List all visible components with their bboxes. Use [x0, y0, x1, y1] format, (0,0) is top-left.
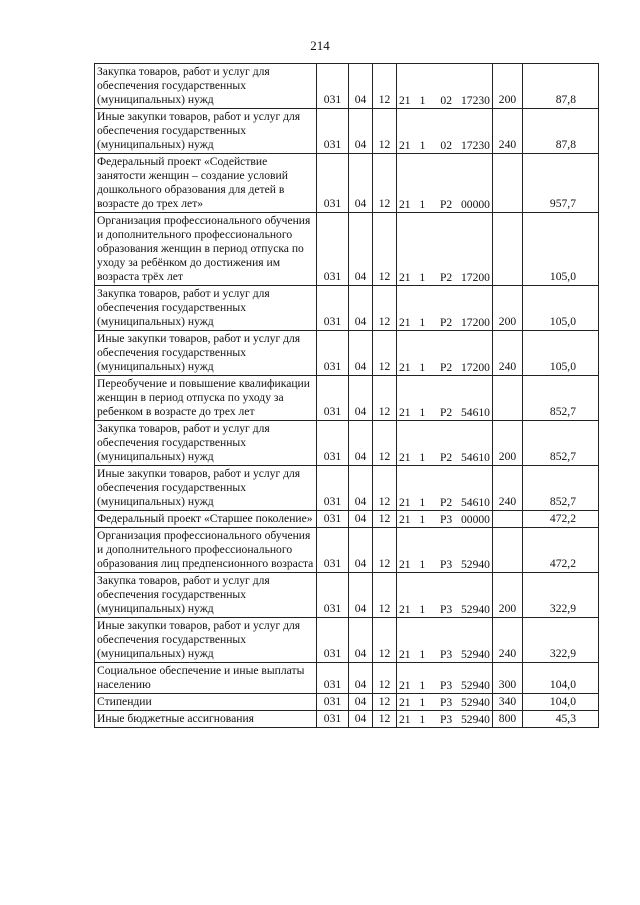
- program-code: 21: [399, 139, 411, 152]
- subprogram-code: 1: [419, 513, 426, 526]
- subsection-code: 12: [373, 663, 397, 694]
- subsection-code: 12: [373, 376, 397, 421]
- project-code: Р2: [439, 361, 453, 374]
- subprogram-code: 1: [419, 139, 426, 152]
- subsection-code: 12: [373, 573, 397, 618]
- target-article-code: [397, 213, 493, 286]
- project-code: Р3: [439, 513, 453, 526]
- section-code: 04: [349, 694, 373, 711]
- program-code: 21: [399, 271, 411, 284]
- direction-code: 17200: [460, 361, 490, 374]
- project-code: Р3: [439, 679, 453, 692]
- section-code: 04: [349, 466, 373, 511]
- subprogram-code: 1: [419, 679, 426, 692]
- program-code: 21: [399, 696, 411, 709]
- direction-code: 17230: [460, 94, 490, 107]
- admin-code: 031: [317, 573, 349, 618]
- item-name: Федеральный проект «Старшее поколение»: [95, 511, 317, 528]
- direction-code: 52940: [460, 679, 490, 692]
- direction-code: 52940: [460, 696, 490, 709]
- amount-value: 852,7: [523, 421, 599, 466]
- item-name: Организация профессионального обучения и дополнительного профессионального образования лиц предпенсионного возраста: [95, 528, 317, 573]
- project-code: Р2: [439, 406, 453, 419]
- program-code: 21: [399, 679, 411, 692]
- subprogram-code: 1: [419, 271, 426, 284]
- item-name: Иные закупки товаров, работ и услуг для обеспечения государственных (муниципальных) нужд: [95, 618, 317, 663]
- subprogram-code: 1: [419, 406, 426, 419]
- direction-code: 00000: [460, 198, 490, 211]
- subprogram-code: 1: [419, 648, 426, 661]
- admin-code: 031: [317, 694, 349, 711]
- expense-type-code: 240: [493, 109, 523, 154]
- section-code: 04: [349, 376, 373, 421]
- section-code: 04: [349, 711, 373, 728]
- project-code: Р2: [439, 198, 453, 211]
- program-code: 21: [399, 198, 411, 211]
- amount-value: 105,0: [523, 286, 599, 331]
- table-row: [95, 511, 599, 528]
- target-article-code: [397, 511, 493, 528]
- program-code: 21: [399, 316, 411, 329]
- item-name: Иные закупки товаров, работ и услуг для обеспечения государственных (муниципальных) нужд: [95, 109, 317, 154]
- item-name: Закупка товаров, работ и услуг для обеспечения государственных (муниципальных) нужд: [95, 64, 317, 109]
- subsection-code: 12: [373, 466, 397, 511]
- program-code: 21: [399, 361, 411, 374]
- subsection-code: 12: [373, 511, 397, 528]
- expense-type-code: [493, 154, 523, 213]
- section-code: 04: [349, 154, 373, 213]
- admin-code: 031: [317, 711, 349, 728]
- table-row: [95, 286, 599, 331]
- program-code: 21: [399, 603, 411, 616]
- section-code: 04: [349, 663, 373, 694]
- subprogram-code: 1: [419, 316, 426, 329]
- admin-code: 031: [317, 213, 349, 286]
- program-code: 21: [399, 648, 411, 661]
- target-article-code: [397, 711, 493, 728]
- subprogram-code: 1: [419, 361, 426, 374]
- project-code: 02: [440, 94, 452, 107]
- table-row: [95, 64, 599, 109]
- admin-code: 031: [317, 109, 349, 154]
- subprogram-code: 1: [419, 696, 426, 709]
- section-code: 04: [349, 421, 373, 466]
- table-row: [95, 109, 599, 154]
- amount-value: 104,0: [523, 694, 599, 711]
- amount-value: 105,0: [523, 331, 599, 376]
- expense-type-code: [493, 511, 523, 528]
- table-row: [95, 331, 599, 376]
- program-code: 21: [399, 558, 411, 571]
- section-code: 04: [349, 511, 373, 528]
- table-row: [95, 663, 599, 694]
- subsection-code: 12: [373, 64, 397, 109]
- table-body: [95, 64, 599, 728]
- subsection-code: 12: [373, 286, 397, 331]
- amount-value: 852,7: [523, 466, 599, 511]
- expense-type-code: [493, 376, 523, 421]
- page-number: 214: [310, 38, 330, 53]
- expense-type-code: 200: [493, 64, 523, 109]
- amount-value: 105,0: [523, 213, 599, 286]
- expense-type-code: 340: [493, 694, 523, 711]
- project-code: Р3: [439, 648, 453, 661]
- direction-code: 17200: [460, 271, 490, 284]
- direction-code: 00000: [460, 513, 490, 526]
- subsection-code: 12: [373, 331, 397, 376]
- admin-code: 031: [317, 421, 349, 466]
- admin-code: 031: [317, 64, 349, 109]
- direction-code: 52940: [460, 648, 490, 661]
- subprogram-code: 1: [419, 451, 426, 464]
- direction-code: 52940: [460, 603, 490, 616]
- direction-code: 52940: [460, 558, 490, 571]
- amount-value: 472,2: [523, 511, 599, 528]
- project-code: Р3: [439, 558, 453, 571]
- table-row: [95, 618, 599, 663]
- table-row: [95, 154, 599, 213]
- project-code: Р2: [439, 271, 453, 284]
- amount-value: 45,3: [523, 711, 599, 728]
- program-code: 21: [399, 451, 411, 464]
- direction-code: 54610: [460, 406, 490, 419]
- program-code: 21: [399, 94, 411, 107]
- target-article-code: [397, 466, 493, 511]
- project-code: Р2: [439, 451, 453, 464]
- target-article-code: [397, 64, 493, 109]
- subprogram-code: 1: [419, 713, 426, 726]
- program-code: 21: [399, 406, 411, 419]
- expense-type-code: 200: [493, 573, 523, 618]
- table-row: [95, 213, 599, 286]
- item-name: Социальное обеспечение и иные выплаты населению: [95, 663, 317, 694]
- table-row: [95, 694, 599, 711]
- target-article-code: [397, 528, 493, 573]
- item-name: Закупка товаров, работ и услуг для обеспечения государственных (муниципальных) нужд: [95, 286, 317, 331]
- direction-code: 54610: [460, 451, 490, 464]
- budget-table: [94, 63, 599, 728]
- section-code: 04: [349, 573, 373, 618]
- table-row: [95, 376, 599, 421]
- subsection-code: 12: [373, 528, 397, 573]
- section-code: 04: [349, 528, 373, 573]
- table-row: [95, 573, 599, 618]
- section-code: 04: [349, 213, 373, 286]
- subprogram-code: 1: [419, 603, 426, 616]
- target-article-code: [397, 286, 493, 331]
- direction-code: 17230: [460, 139, 490, 152]
- subprogram-code: 1: [419, 496, 426, 509]
- direction-code: 17200: [460, 316, 490, 329]
- item-name: Переобучение и повышение квалификации женщин в период отпуска по уходу за ребенком в возрасте до трех лет: [95, 376, 317, 421]
- target-article-code: [397, 376, 493, 421]
- expense-type-code: 240: [493, 466, 523, 511]
- target-article-code: [397, 663, 493, 694]
- expense-type-code: 800: [493, 711, 523, 728]
- target-article-code: [397, 109, 493, 154]
- item-name: Федеральный проект «Содействие занятости женщин – создание условий дошкольного образования для детей в возрасте до трех лет»: [95, 154, 317, 213]
- program-code: 21: [399, 513, 411, 526]
- item-name: Стипендии: [95, 694, 317, 711]
- admin-code: 031: [317, 331, 349, 376]
- program-code: 21: [399, 496, 411, 509]
- project-code: Р3: [439, 696, 453, 709]
- expense-type-code: 300: [493, 663, 523, 694]
- section-code: 04: [349, 331, 373, 376]
- amount-value: 104,0: [523, 663, 599, 694]
- amount-value: 852,7: [523, 376, 599, 421]
- amount-value: 957,7: [523, 154, 599, 213]
- admin-code: 031: [317, 511, 349, 528]
- admin-code: 031: [317, 376, 349, 421]
- expense-type-code: 240: [493, 618, 523, 663]
- target-article-code: [397, 331, 493, 376]
- subprogram-code: 1: [419, 558, 426, 571]
- amount-value: 87,8: [523, 109, 599, 154]
- admin-code: 031: [317, 154, 349, 213]
- expense-type-code: [493, 528, 523, 573]
- subsection-code: 12: [373, 694, 397, 711]
- amount-value: 322,9: [523, 573, 599, 618]
- admin-code: 031: [317, 286, 349, 331]
- table-row: [95, 528, 599, 573]
- item-name: Закупка товаров, работ и услуг для обеспечения государственных (муниципальных) нужд: [95, 573, 317, 618]
- amount-value: 87,8: [523, 64, 599, 109]
- section-code: 04: [349, 109, 373, 154]
- target-article-code: [397, 421, 493, 466]
- section-code: 04: [349, 286, 373, 331]
- project-code: 02: [440, 139, 452, 152]
- amount-value: 322,9: [523, 618, 599, 663]
- admin-code: 031: [317, 618, 349, 663]
- item-name: Организация профессионального обучения и дополнительного профессионального образования женщин в период отпуска по уходу за ребёнком до достижения им возраста трёх лет: [95, 213, 317, 286]
- table-row: [95, 711, 599, 728]
- target-article-code: [397, 694, 493, 711]
- expense-type-code: 200: [493, 286, 523, 331]
- table-row: [95, 421, 599, 466]
- program-code: 21: [399, 713, 411, 726]
- expense-type-code: 200: [493, 421, 523, 466]
- subprogram-code: 1: [419, 94, 426, 107]
- expense-type-code: 240: [493, 331, 523, 376]
- target-article-code: [397, 154, 493, 213]
- project-code: Р3: [439, 713, 453, 726]
- target-article-code: [397, 573, 493, 618]
- admin-code: 031: [317, 663, 349, 694]
- subprogram-code: 1: [419, 198, 426, 211]
- admin-code: 031: [317, 466, 349, 511]
- subsection-code: 12: [373, 618, 397, 663]
- direction-code: 52940: [460, 713, 490, 726]
- subsection-code: 12: [373, 213, 397, 286]
- amount-value: 472,2: [523, 528, 599, 573]
- project-code: Р3: [439, 603, 453, 616]
- table-row: [95, 466, 599, 511]
- direction-code: 54610: [460, 496, 490, 509]
- subsection-code: 12: [373, 421, 397, 466]
- expense-type-code: [493, 213, 523, 286]
- subsection-code: 12: [373, 711, 397, 728]
- project-code: Р2: [439, 496, 453, 509]
- subsection-code: 12: [373, 154, 397, 213]
- target-article-code: [397, 618, 493, 663]
- subsection-code: 12: [373, 109, 397, 154]
- item-name: Иные закупки товаров, работ и услуг для обеспечения государственных (муниципальных) нужд: [95, 331, 317, 376]
- project-code: Р2: [439, 316, 453, 329]
- item-name: Закупка товаров, работ и услуг для обеспечения государственных (муниципальных) нужд: [95, 421, 317, 466]
- item-name: Иные бюджетные ассигнования: [95, 711, 317, 728]
- section-code: 04: [349, 618, 373, 663]
- admin-code: 031: [317, 528, 349, 573]
- section-code: 04: [349, 64, 373, 109]
- item-name: Иные закупки товаров, работ и услуг для обеспечения государственных (муниципальных) нужд: [95, 466, 317, 511]
